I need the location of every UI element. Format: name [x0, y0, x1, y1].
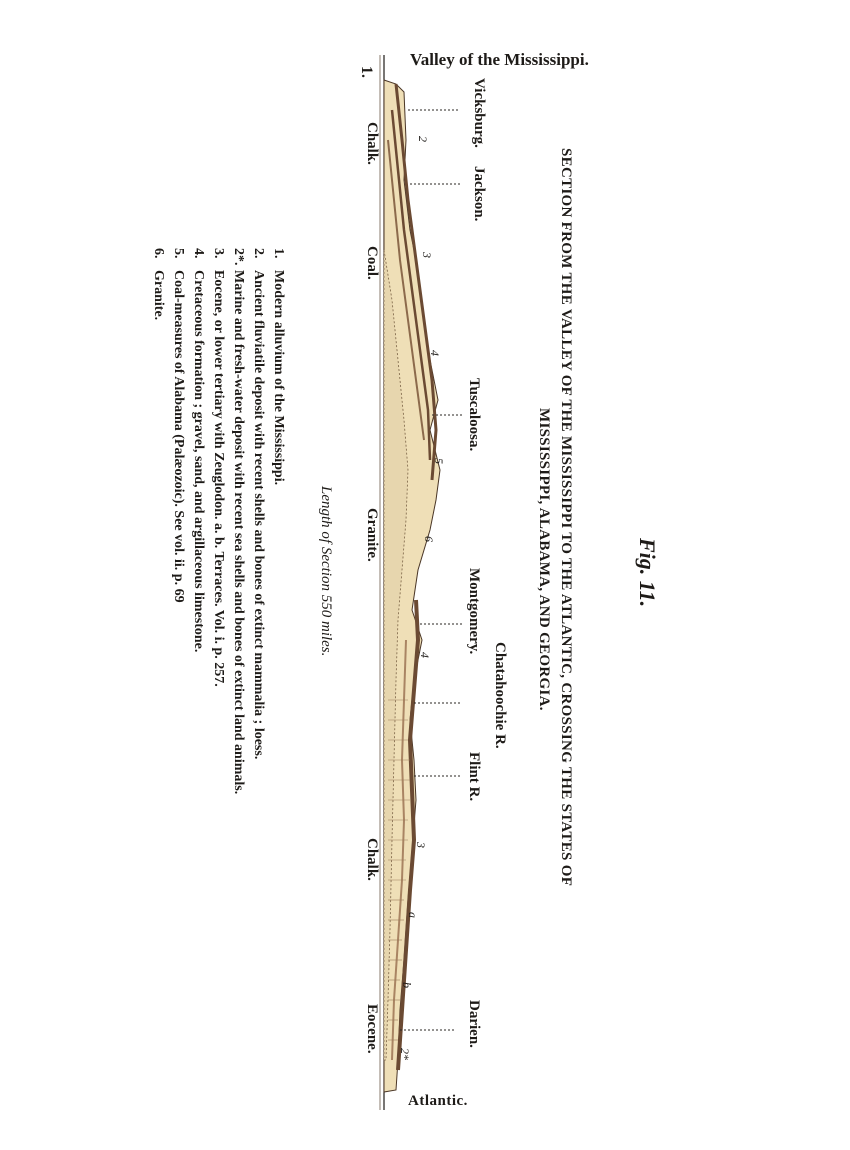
formation-coal: Coal.: [364, 246, 380, 280]
mark-2star: 2*: [398, 1048, 412, 1060]
valley-label: Valley of the Mississippi.: [410, 50, 589, 69]
mark-6: 6: [422, 536, 436, 542]
figure-label: Fig. 11.: [635, 538, 660, 608]
place-darien: Darien.: [466, 1000, 482, 1048]
legend-num: 6.: [151, 248, 166, 259]
mark-a: a: [406, 912, 420, 918]
legend-text: Ancient fluviatile deposit with recent shells and bones of extinct mammalia ; loess.: [251, 270, 266, 760]
place-chatahoochie: Chatahoochie R.: [492, 642, 508, 749]
legend-text: Modern alluvium of the Mississippi.: [271, 270, 286, 486]
title-line-1: SECTION FROM THE VALLEY OF THE MISSISSIPPI TO THE ATLANTIC, CROSSING THE STATES OF: [558, 148, 574, 887]
formation-chalk-2: Chalk.: [364, 838, 380, 881]
legend-item-4: [190, 248, 206, 652]
mark-4: 4: [428, 350, 442, 356]
legend-num: 5.: [171, 248, 186, 259]
mark-3: 3: [420, 252, 434, 258]
legend-num: 3.: [211, 248, 226, 259]
mark-3b: 3: [414, 842, 428, 848]
mark-2: 2: [416, 136, 430, 142]
title-line-2: MISSISSIPPI, ALABAMA, AND GEORGIA.: [536, 408, 552, 711]
legend-item-2star: [230, 248, 246, 794]
atlantic-label: Atlantic.: [408, 1093, 468, 1109]
section-length: Length of Section 550 miles.: [318, 486, 334, 657]
legend-item-6: [150, 248, 166, 320]
legend-text: Coal-measures of Alabama (Palæozoic). See vol. ii. p. 69: [171, 270, 186, 603]
legend-text: Granite.: [151, 270, 166, 321]
place-montgomery: Montgomery.: [466, 568, 482, 655]
formation-chalk-1: Chalk.: [364, 122, 380, 165]
legend-item-1: [270, 248, 286, 485]
legend-num: 2*.: [231, 248, 246, 266]
mark-4b: 4: [418, 652, 432, 658]
legend-item-2: [250, 248, 266, 759]
legend-num: 2.: [251, 248, 266, 259]
formation-granite: Granite.: [364, 508, 380, 562]
place-tuscaloosa: Tuscaloosa.: [466, 378, 482, 452]
place-flint: Flint R.: [466, 752, 482, 802]
legend-num: 1.: [271, 248, 286, 259]
legend-text: Marine and fresh-water deposit with recent sea shells and bones of extinct land animals.: [231, 270, 246, 795]
mark-b: b: [400, 982, 414, 988]
section-number: 1.: [358, 66, 375, 78]
place-jackson: Jackson.: [471, 166, 487, 222]
mark-5: 5: [432, 458, 446, 464]
legend-text: Cretaceous formation ; gravel, sand, and argillaceous limestone.: [191, 270, 206, 653]
place-vicksburg: Vicksburg.: [471, 78, 487, 148]
formation-eocene: Eocene.: [364, 1004, 380, 1054]
legend-num: 4.: [191, 248, 206, 259]
legend-item-3: [210, 248, 226, 687]
legend-text: Eocene, or lower tertiary with Zeuglodon. a. b. Terraces. Vol. i. p. 257.: [211, 270, 226, 687]
legend-item-5: [170, 248, 186, 603]
